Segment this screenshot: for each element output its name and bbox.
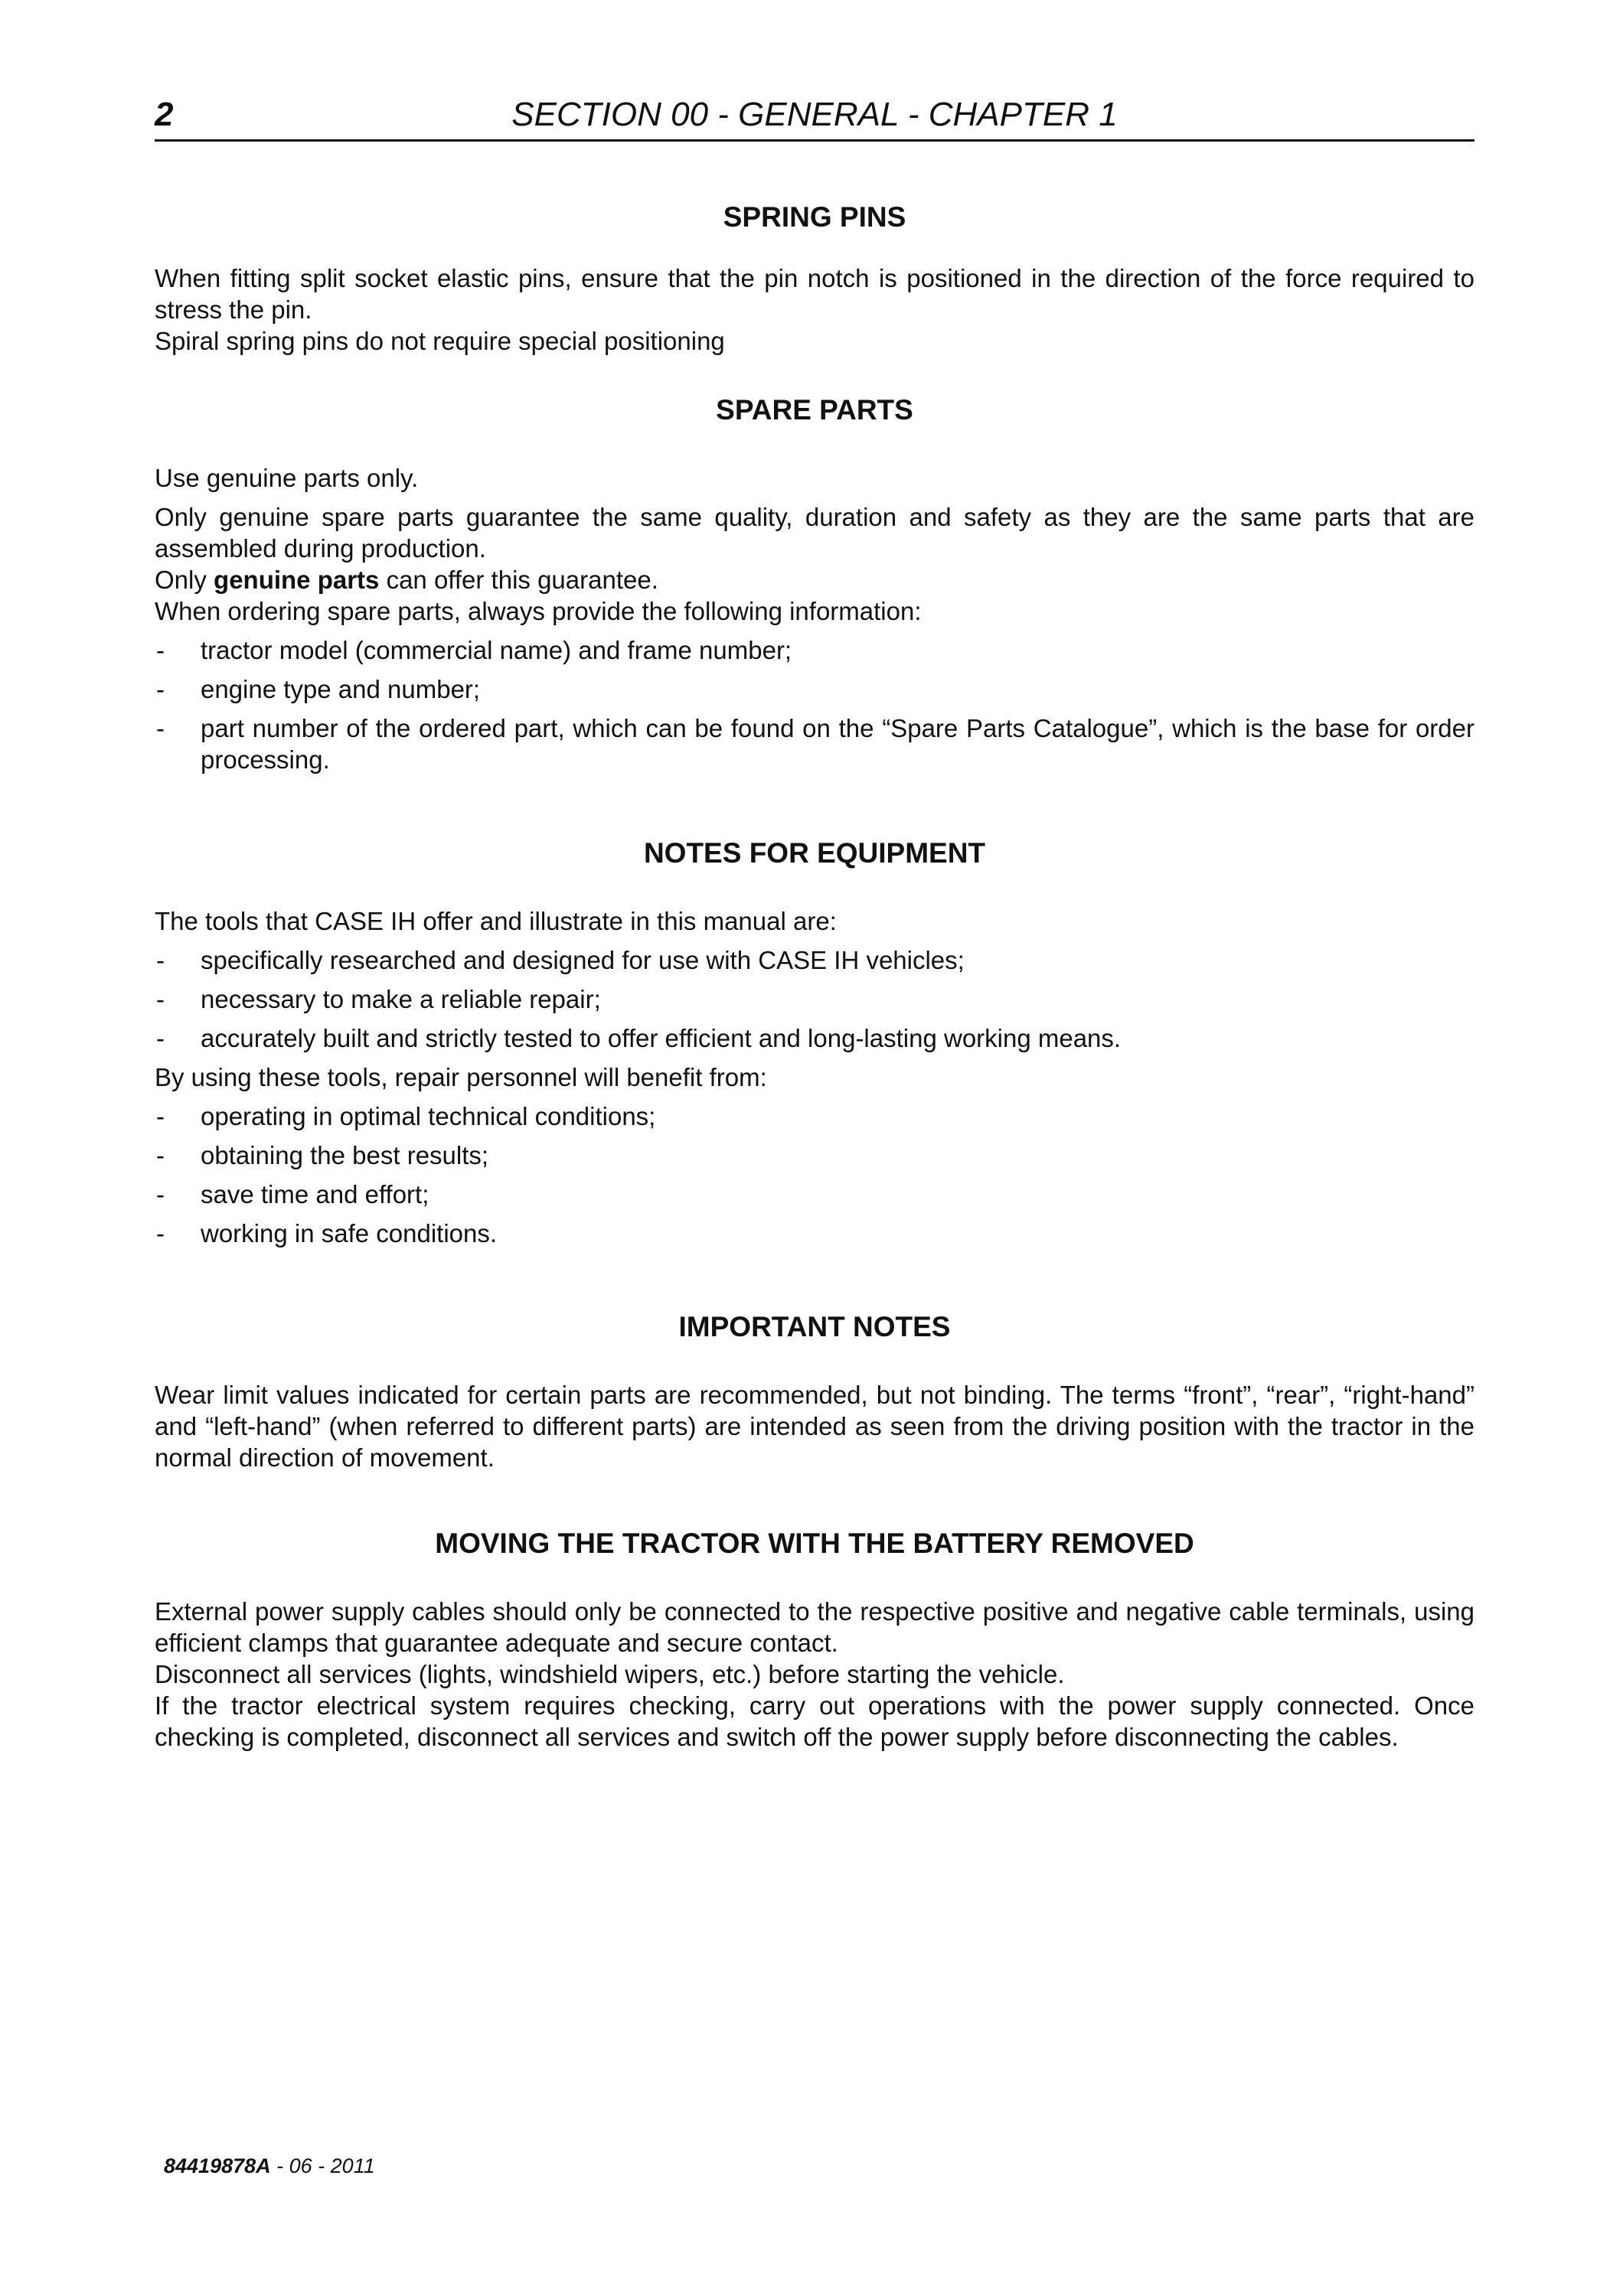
list-dash: - [156, 1141, 165, 1169]
list-item [155, 1140, 1474, 1171]
list-dash: - [156, 1102, 165, 1130]
spring-pins-paragraph-2: Spiral spring pins do not require special positioning [155, 327, 725, 355]
page-content [155, 201, 1474, 1753]
page-header [155, 90, 1474, 142]
list-item-text: obtaining the best results; [201, 1141, 489, 1169]
moving-tractor-paragraph-2: Disconnect all services (lights, windshield wipers, etc.) before starting the vehicle. [155, 1660, 1065, 1688]
heading-important-notes: IMPORTANT NOTES [678, 1311, 951, 1342]
list-dash: - [156, 1024, 165, 1052]
list-item [155, 713, 1474, 775]
spare-parts-paragraph-4: When ordering spare parts, always provide the following information: [155, 597, 922, 625]
page-number: 2 [155, 96, 174, 133]
spring-pins-paragraph-1: When fitting split socket elastic pins, ensure that the pin notch is positioned in the direction of the force required to stress the pin. [155, 264, 1474, 324]
heading-moving-tractor: MOVING THE TRACTOR WITH THE BATTERY REMOVED [435, 1528, 1194, 1559]
list-item [155, 1101, 1474, 1132]
equipment-paragraph-1: The tools that CASE IH offer and illustrate in this manual are: [155, 907, 837, 935]
list-item-text: working in safe conditions. [201, 1219, 498, 1247]
list-dash: - [156, 636, 165, 664]
list-dash: - [156, 946, 165, 974]
page-footer [164, 2151, 375, 2181]
genuine-parts-emphasis: genuine parts [214, 566, 380, 594]
running-title: SECTION 00 - GENERAL - CHAPTER 1 [511, 96, 1118, 133]
important-notes-paragraph: Wear limit values indicated for certain parts are recommended, but not binding. The terms “front”, “rear”, “right-hand” and “left-hand” (when referred to different parts) are intended as seen from the driving position with the tractor in the normal direction of movement. [155, 1381, 1474, 1472]
spare-parts-paragraph-1: Use genuine parts only. [155, 464, 419, 492]
heading-spare-parts: SPARE PARTS [716, 394, 913, 426]
list-item-text: accurately built and strictly tested to offer efficient and long-lasting working means. [201, 1024, 1122, 1052]
moving-tractor-paragraph-1: External power supply cables should only be connected to the respective positive and negative cable terminals, using efficient clamps that guarantee adequate and secure contact. [155, 1597, 1474, 1657]
list-item [155, 944, 1474, 976]
document-date: - 06 - 2011 [270, 2154, 375, 2177]
list-item [155, 634, 1474, 666]
list-item-text: specifically researched and designed for use with CASE IH vehicles; [201, 946, 965, 974]
list-item [155, 1022, 1474, 1054]
spare-parts-paragraph-3 [155, 564, 1474, 595]
list-item [155, 673, 1474, 705]
list-item-text: part number of the ordered part, which can be found on the “Spare Parts Catalogue”, which is the base for order processing. [201, 714, 1474, 774]
moving-tractor-paragraph-3: If the tractor electrical system requires checking, carry out operations with the power supply connected. Once checking is completed, disconnect all services and switch off the power supply before disconnecting the cables. [155, 1691, 1474, 1751]
spare-parts-p3-before: Only [155, 566, 214, 594]
list-item-text: necessary to make a reliable repair; [201, 985, 601, 1013]
heading-notes-for-equipment: NOTES FOR EQUIPMENT [643, 837, 986, 869]
list-dash: - [156, 1219, 165, 1247]
list-dash: - [156, 714, 165, 742]
list-item [155, 1218, 1474, 1249]
document-code: 84419878A [164, 2154, 271, 2177]
list-item [155, 983, 1474, 1015]
list-dash: - [156, 675, 165, 703]
list-item-text: operating in optimal technical conditions; [201, 1102, 656, 1130]
list-item [155, 1179, 1474, 1210]
list-item-text: save time and effort; [201, 1180, 429, 1208]
heading-spring-pins: SPRING PINS [723, 201, 906, 233]
list-dash: - [156, 985, 165, 1013]
equipment-paragraph-2: By using these tools, repair personnel will benefit from: [155, 1063, 767, 1091]
list-item-text: engine type and number; [201, 675, 481, 703]
manual-page [155, 0, 1474, 2296]
spare-parts-p3-after: can offer this guarantee. [379, 566, 658, 594]
list-item-text: tractor model (commercial name) and frame number; [201, 636, 792, 664]
list-dash: - [156, 1180, 165, 1208]
spare-parts-paragraph-2: Only genuine spare parts guarantee the same quality, duration and safety as they are the same parts that are assembled during production. [155, 503, 1474, 563]
